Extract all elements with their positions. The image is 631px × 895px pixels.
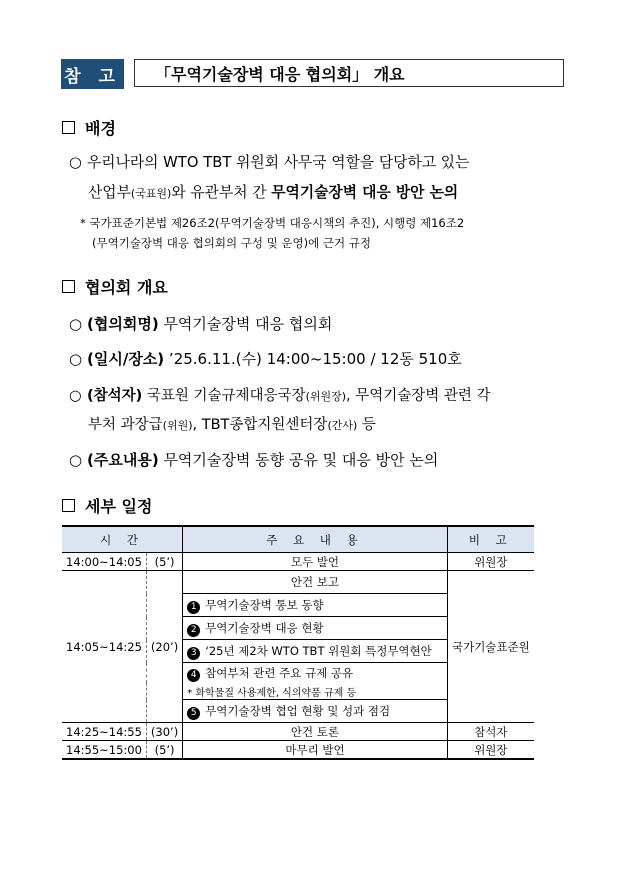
number-badge-icon: 5 [187,707,200,720]
label: (참석자) [87,388,143,404]
value-small: (간사) [327,419,358,432]
section-heading-background [62,116,116,139]
checkbox-square-icon [62,121,75,134]
text: 우리나라의 WTO TBT 위원회 사무국 역할을 담당하고 있는 [87,154,470,171]
background-note-line1: * 국가표준기본법 제26조2(무역기술장벽 대응시책의 추진), 시행령 제16조2 [80,216,465,230]
duration-cell: (30’) [146,723,182,741]
section-heading-schedule [62,494,152,517]
agenda-text: 무역기술장벽 협업 현황 및 성과 점검 [205,703,391,718]
time-cell: 14:25~14:55 [62,723,146,741]
section-heading-text: 세부 일정 [85,497,153,516]
time-cell: 14:00~14:05 [62,553,146,571]
value: 국표원 기술규제대응국장 [142,388,306,404]
duration-cell: (5’) [146,741,182,760]
number-badge-icon: 2 [187,624,200,637]
content-cell: 안건 토론 [183,723,448,741]
circle-bullet-icon: ○ [69,451,83,469]
value: 부처 과장급 [88,417,163,433]
section-heading-text: 협의회 개요 [85,278,168,297]
text: 산업부 [88,184,131,201]
section-heading-overview [62,275,168,298]
time-cell: 14:05~14:25 [62,571,146,723]
value: , TBT종합지원센터장 [192,417,328,433]
duration-cell: (20’) [146,571,182,723]
circle-bullet-icon: ○ [69,350,83,368]
value-small: (위원) [162,419,193,432]
reference-tag: 참 고 [61,59,124,89]
content-cell: 안건 보고 [183,571,448,594]
text: 와 유관부처 간 [171,184,272,201]
document-title: 「무역기술장벽 대응 협의회」 개요 [134,59,564,87]
table-row [62,741,534,760]
section-heading-text: 배경 [85,119,116,138]
agenda-text: ‘25년 제2차 WTO TBT 위원회 특정무역현안 [205,643,432,658]
background-note-line2: (무역기술장벽 대응 협의회의 구성 및 운영)에 근거 규정 [92,236,371,250]
agenda-subnote-text: * 화학물질 사용제한, 식의약품 규제 등 [183,683,448,700]
value: 무역기술장벽 동향 공유 및 대응 방안 논의 [158,451,439,469]
circle-bullet-icon: ○ [69,315,83,333]
duration-cell: (5’) [146,553,182,571]
overview-datetime [69,348,462,369]
checkbox-square-icon [62,280,75,293]
note-cell: 위원장 [447,553,534,571]
number-badge-icon: 4 [187,669,200,682]
content-cell: 모두 발언 [183,553,448,571]
table-row [62,571,534,594]
value-small: (위원장) [305,390,347,403]
agenda-text: 무역기술장벽 통보 동향 [205,597,324,612]
text: (국표원) [130,187,172,200]
text-bold: 무역기술장벽 대응 방안 논의 [271,184,459,201]
circle-bullet-icon: ○ [69,154,82,171]
background-bullet-line2 [88,181,458,202]
value: 등 [357,417,376,433]
number-badge-icon: 1 [187,601,200,614]
value: 무역기술장벽 대응 협의회 [158,315,333,333]
column-header-note: 비 고 [447,526,534,553]
background-bullet-line1 [69,151,469,172]
overview-attendees-line2 [88,413,376,434]
label: (주요내용) [87,451,159,469]
column-header-time: 시 간 [62,526,183,553]
value: ’25.6.11.(수) 14:00~15:00 / 12동 510호 [164,350,462,368]
agenda-text: 참여부처 관련 주요 규제 공유 [205,665,354,680]
note-cell: 참석자 [447,723,534,741]
label: (협의회명) [87,315,159,333]
agenda-text: 무역기술장벽 대응 현황 [205,620,324,635]
label: (일시/장소) [87,350,165,368]
overview-attendees-line1 [69,384,491,405]
content-cell: 마무리 발언 [183,741,448,760]
overview-name [69,313,332,334]
table-row [62,553,534,571]
column-header-content: 주 요 내 용 [183,526,448,553]
schedule-table [62,525,534,760]
value: , 무역기술장벽 관련 각 [346,388,491,404]
time-cell: 14:55~15:00 [62,741,146,760]
number-badge-icon: 3 [187,647,200,660]
checkbox-square-icon [62,499,75,512]
note-cell: 국가기술표준원 [447,571,534,723]
circle-bullet-icon: ○ [69,388,82,404]
table-row [62,723,534,741]
table-header-row [62,526,534,553]
note-cell: 위원장 [447,741,534,760]
overview-content [69,449,438,470]
